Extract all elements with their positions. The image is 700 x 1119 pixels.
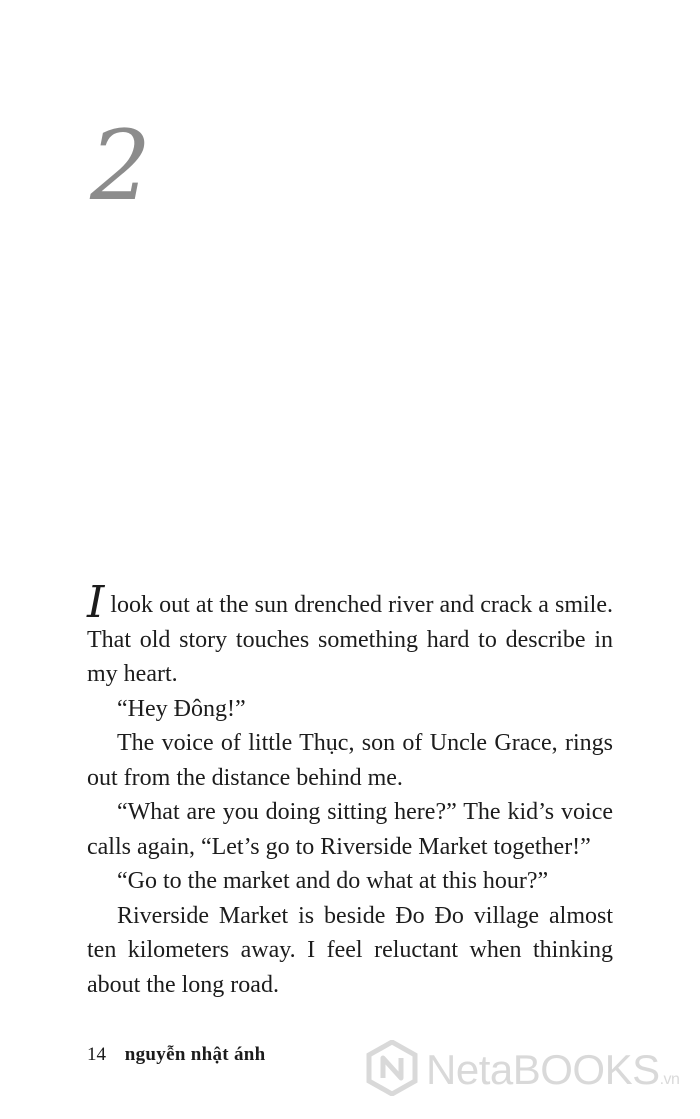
paragraph-1-text: look out at the sun drenched river and crack a smile. That old story touches something hard to describe in my heart.	[87, 592, 613, 687]
paragraph-4: “What are you doing sitting here?” The kid’s voice calls again, “Let’s go to Riverside Market together!”	[87, 799, 613, 860]
page-footer	[87, 1044, 265, 1066]
running-head: nguyễn nhật ánh	[124, 1044, 266, 1065]
body-text	[87, 577, 613, 1002]
paragraph-2: “Hey Đông!”	[117, 695, 246, 722]
paragraph-6: Riverside Market is beside Đo Đo village almost ten kilometers away. I feel reluctant when thinking about the long road.	[87, 902, 613, 998]
watermark-brand: NetaBOOKS	[426, 1046, 660, 1093]
paragraph-3: The voice of little Thục, son of Uncle Grace, rings out from the distance behind me.	[87, 730, 613, 791]
chapter-number: 2	[90, 110, 152, 222]
paragraph-5: “Go to the market and do what at this hour?”	[117, 868, 549, 894]
drop-cap: I	[87, 577, 105, 628]
page-number: 14	[87, 1044, 106, 1065]
watermark-text	[426, 1046, 679, 1094]
paragraph-1	[87, 577, 613, 692]
watermark-suffix: .vn	[659, 1071, 680, 1088]
watermark-logo-icon	[364, 1040, 420, 1100]
watermark	[364, 1040, 679, 1100]
